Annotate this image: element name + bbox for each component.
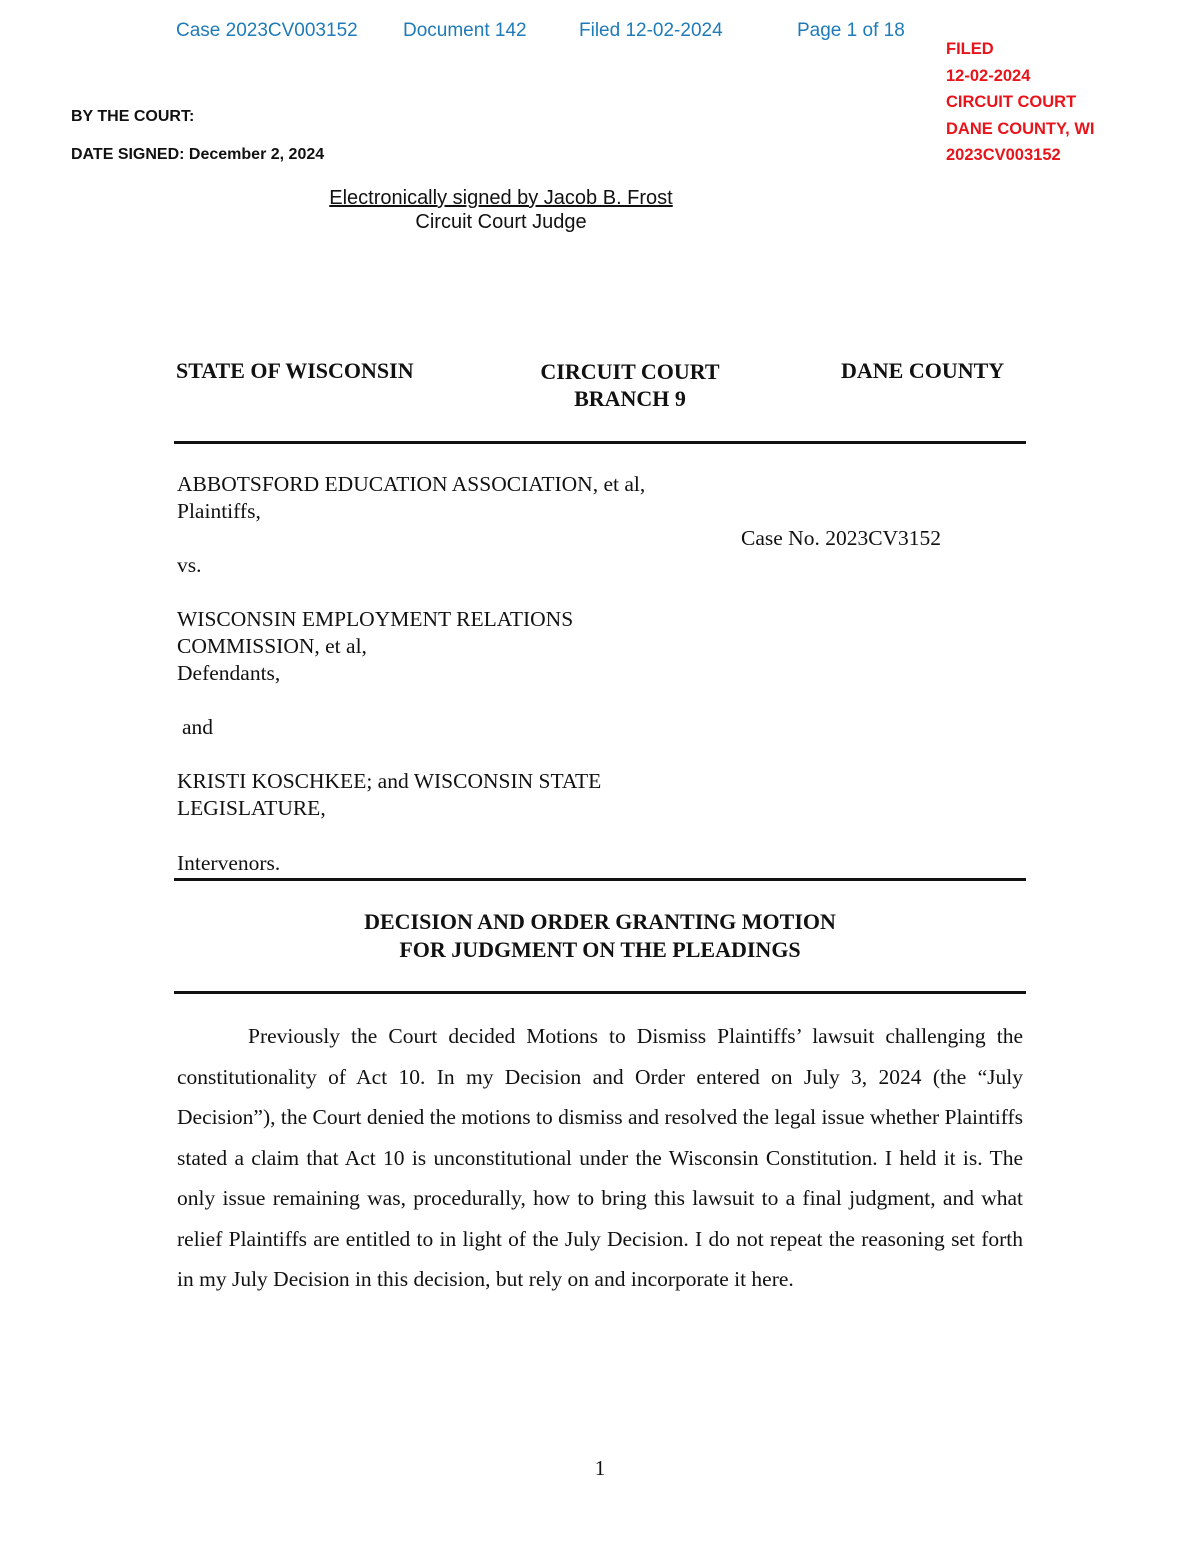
defendant-label: Defendants,: [177, 661, 281, 685]
and-conjunction: and: [182, 715, 214, 739]
page-number: 1: [594, 1456, 606, 1480]
header-filed-date: Filed 12-02-2024: [579, 20, 723, 41]
caption-branch: BRANCH 9: [574, 386, 686, 411]
caption-court: [500, 358, 760, 412]
date-signed: DATE SIGNED: December 2, 2024: [71, 146, 325, 163]
signed-by-line: Electronically signed by Jacob B. Frost: [329, 187, 673, 209]
by-the-court-label: BY THE COURT:: [71, 108, 195, 125]
intervenor-name-line1: KRISTI KOSCHKEE; and WISCONSIN STATE: [177, 769, 602, 793]
header-document-number: Document 142: [403, 20, 527, 41]
filing-stamp: [946, 36, 1095, 169]
stamp-filed: FILED: [946, 40, 994, 58]
stamp-county: DANE COUNTY, WI: [946, 119, 1095, 138]
caption-county: DANE COUNTY: [841, 358, 1005, 383]
defendant-block: [177, 606, 573, 687]
order-title-line2: FOR JUDGMENT ON THE PLEADINGS: [399, 937, 801, 962]
plaintiff-label: Plaintiffs,: [177, 499, 261, 523]
case-number: Case No. 2023CV3152: [741, 526, 942, 550]
header-case-number: Case 2023CV003152: [176, 20, 358, 41]
caption-state: STATE OF WISCONSIN: [176, 358, 414, 383]
intervenor-name-line2: LEGISLATURE,: [177, 796, 326, 820]
caption-divider-top: [174, 441, 1026, 444]
stamp-court: CIRCUIT COURT: [946, 93, 1077, 111]
order-title: [174, 908, 1026, 964]
header-page-count: Page 1 of 18: [797, 20, 905, 41]
intervenor-label: Intervenors.: [177, 851, 281, 875]
defendant-name-line1: WISCONSIN EMPLOYMENT RELATIONS: [177, 607, 574, 631]
versus: vs.: [177, 553, 202, 577]
title-divider-bottom: [174, 991, 1026, 994]
caption-court-name: CIRCUIT COURT: [540, 359, 720, 384]
stamp-date: 12-02-2024: [946, 66, 1031, 85]
plaintiff-name: ABBOTSFORD EDUCATION ASSOCIATION, et al,: [177, 472, 646, 496]
judge-title: Circuit Court Judge: [415, 211, 587, 233]
body-paragraph: Previously the Court decided Motions to Dismiss Plaintiffs’ lawsuit challenging the constitutionality of Act 10. In my Decision and Order entered on July 3, 2024 (the “July Decision”), the Court denied the motions to dismiss and resolved the legal issue whether Plaintiffs stated a claim that Act 10 is unconstitutional under the Wisconsin Constitution. I held it is. The only issue remaining was, procedurally, how to bring this lawsuit to a final judgment, and what relief Plaintiffs are entitled to in light of the July Decision. I do not repeat the reasoning set forth in my July Decision in this decision, but rely on and incorporate it here.: [177, 1024, 1023, 1291]
caption-divider-middle: [174, 878, 1026, 881]
defendant-name-line2: COMMISSION, et al,: [177, 634, 367, 658]
electronic-signature: [291, 186, 711, 234]
plaintiff-block: [177, 471, 645, 525]
stamp-case-number: 2023CV003152: [946, 146, 1061, 164]
order-title-line1: DECISION AND ORDER GRANTING MOTION: [364, 909, 836, 934]
intervenor-block: [177, 768, 601, 822]
